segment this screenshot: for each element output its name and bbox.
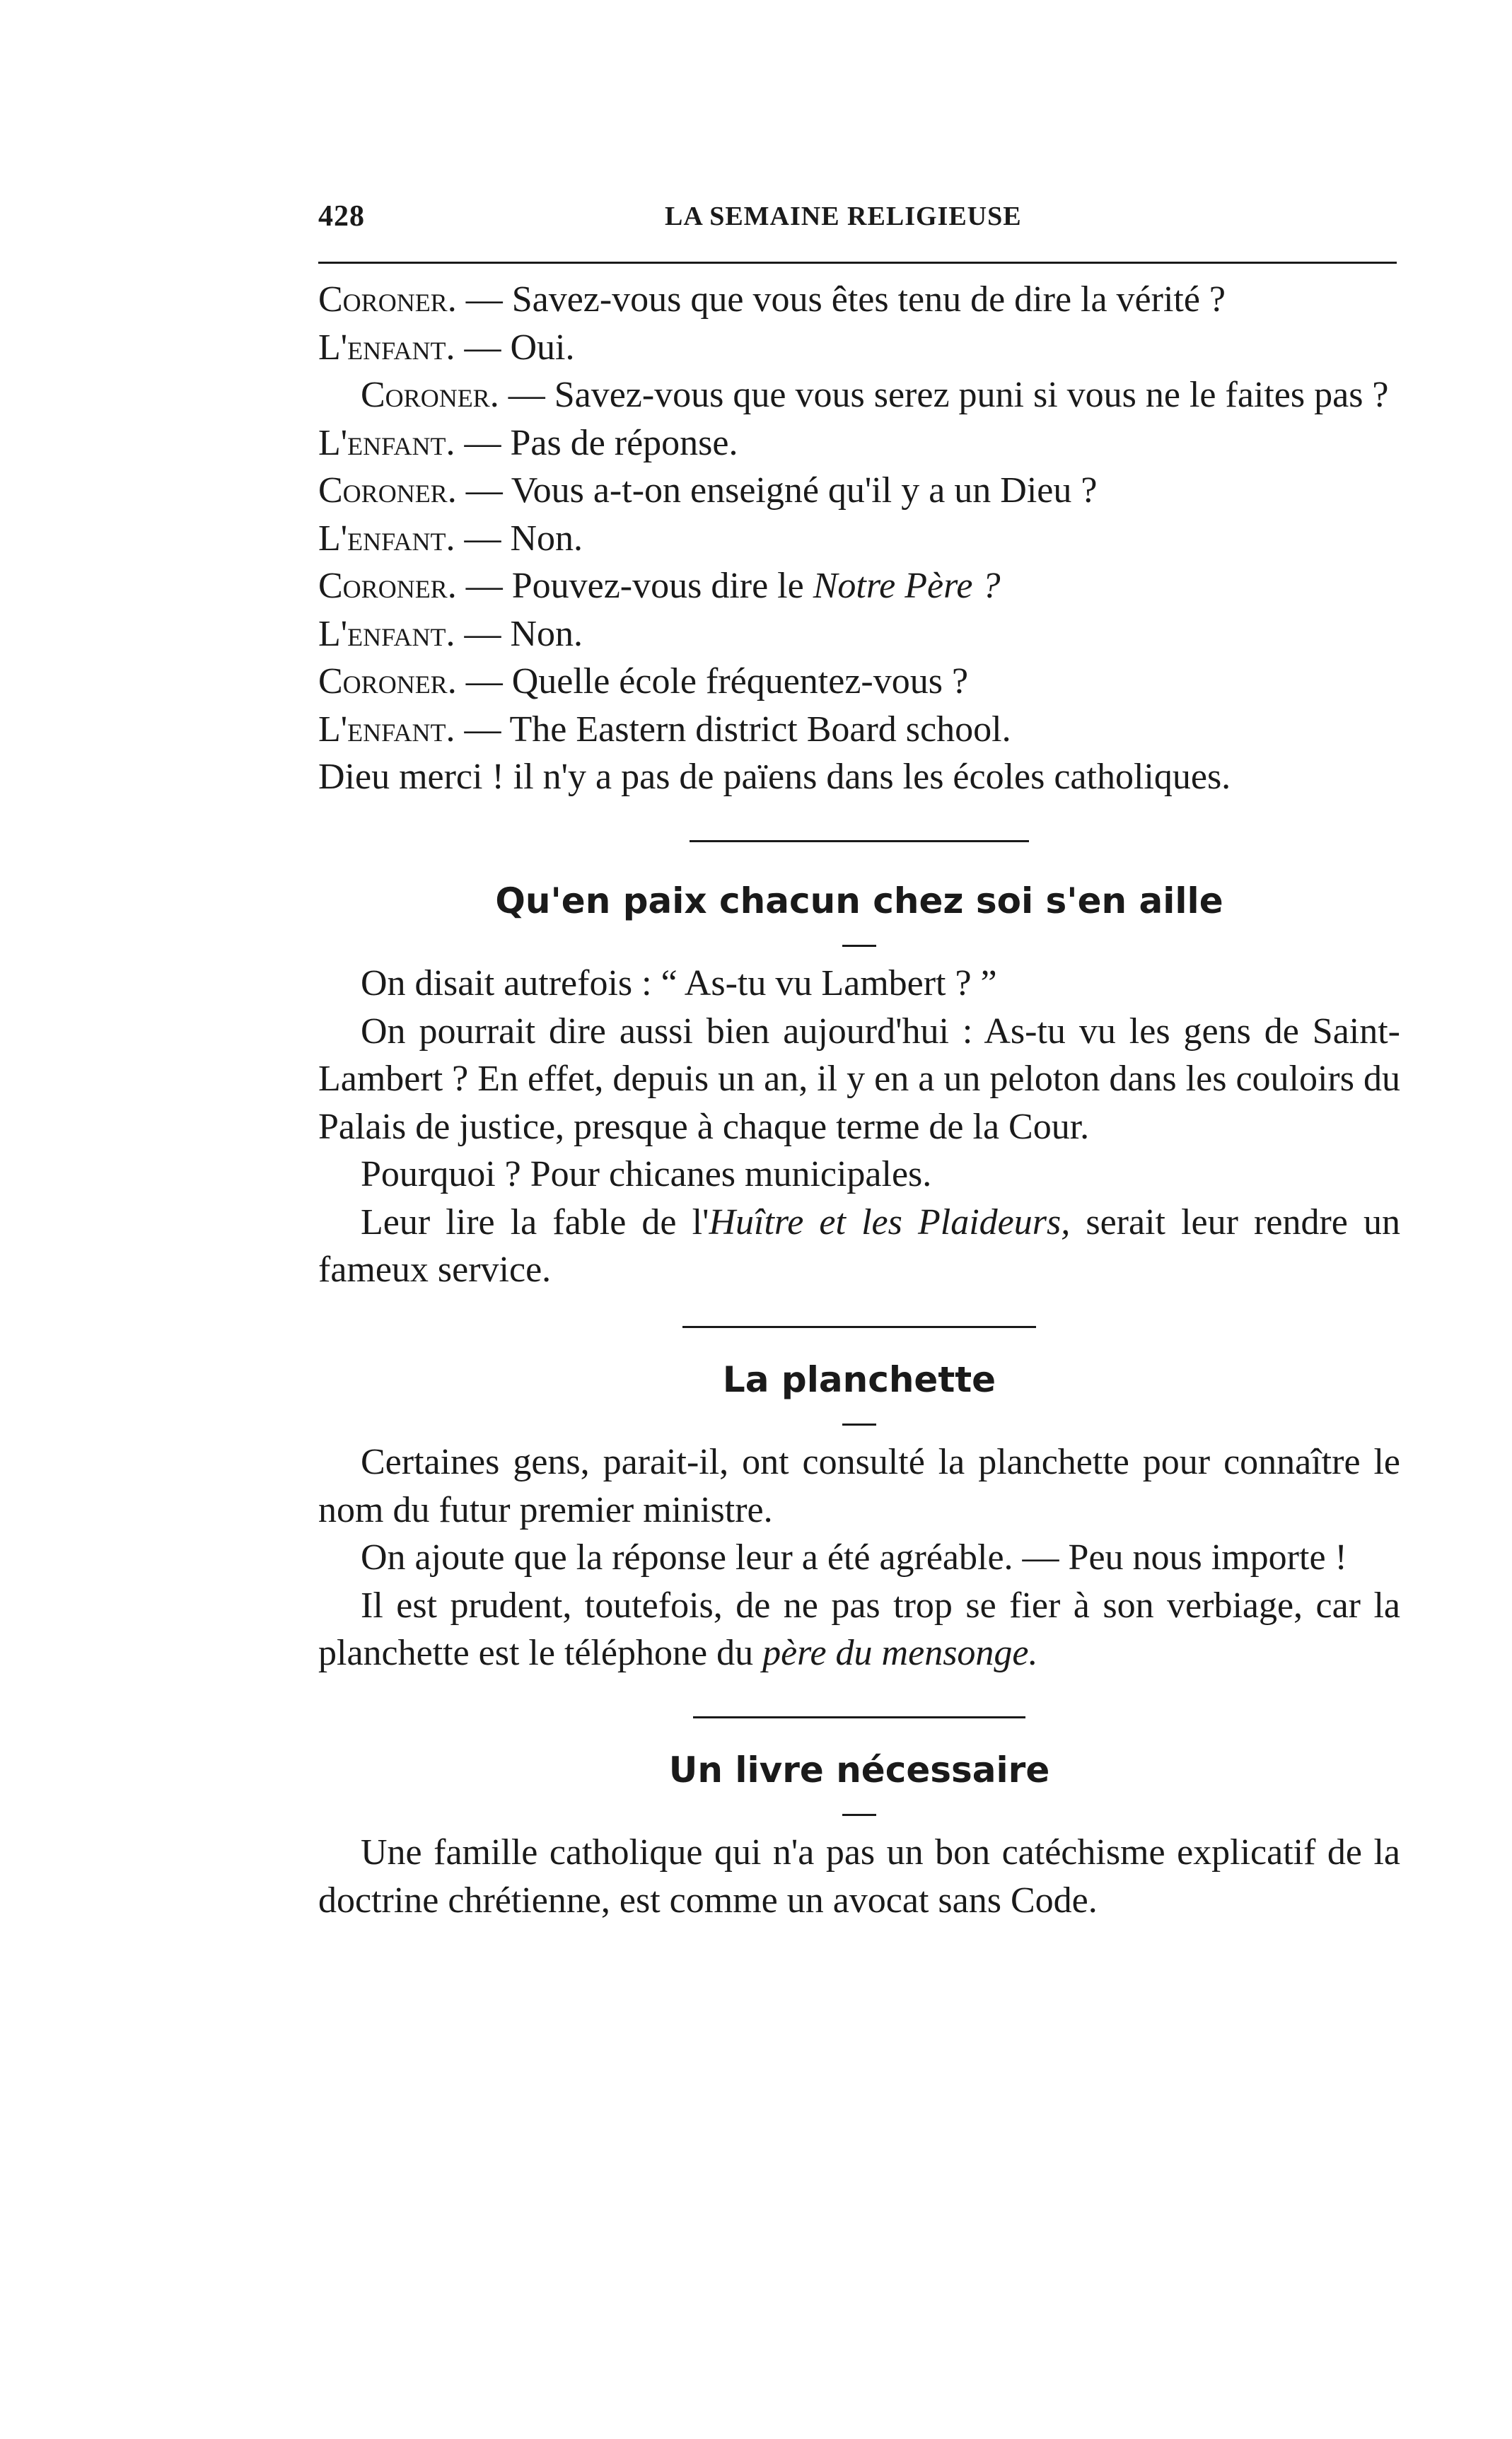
- speaker: L'enfant.: [318, 422, 455, 463]
- section-1: [318, 878, 1400, 1294]
- speaker: L'enfant.: [318, 518, 455, 559]
- running-title: LA SEMAINE RELIGIEUSE: [665, 202, 1022, 231]
- dialogue-text: — The Eastern district Board school.: [455, 709, 1011, 750]
- section-2: [318, 1356, 1400, 1677]
- dialogue-line: [318, 276, 1400, 324]
- dialogue-line: [318, 467, 1400, 515]
- dialogue-text: — Savez-vous que vous êtes tenu de dire la vérité ?: [456, 279, 1226, 320]
- dialogue-text: — Vous a-t-on enseigné qu'il y a un Dieu ?: [456, 470, 1098, 511]
- speaker: L'enfant.: [318, 327, 455, 368]
- section-title: La planchette: [722, 1358, 996, 1400]
- dialogue-line: [318, 371, 1400, 419]
- paragraph: Une famille catholique qui n'a pas un bon catéchisme explicatif de la doctrine chrétienne, est comme un avocat sans Code.: [318, 1832, 1400, 1921]
- speaker: Coroner.: [318, 279, 457, 320]
- dialogue-closing: Dieu merci ! il n'y a pas de païens dans les écoles catholiques.: [318, 757, 1231, 797]
- dialogue-line: [318, 610, 1400, 658]
- dialogue-text: — Non.: [455, 613, 583, 654]
- title-dash: [842, 945, 876, 947]
- title-dash: [842, 1424, 876, 1426]
- dialogue-text: — Savez-vous que vous serez puni si vous ne le faites pas ?: [499, 375, 1389, 415]
- section-title: Un livre nécessaire: [668, 1749, 1050, 1791]
- dialogue-line: [318, 658, 1400, 706]
- page-content: [318, 276, 1400, 1924]
- dialogue-line: [318, 515, 1400, 563]
- page-header: [318, 184, 1400, 233]
- italic-phrase: père du mensonge.: [762, 1633, 1038, 1673]
- dialogue-block: [318, 276, 1400, 801]
- paragraph-text: serait leur rendre un fameux service.: [318, 1201, 1400, 1290]
- speaker: Coroner.: [361, 375, 499, 415]
- paragraph-text: Leur lire la fable de l': [361, 1201, 709, 1242]
- speaker: Coroner.: [318, 661, 457, 702]
- section-divider: [693, 1716, 1025, 1718]
- section-divider: [682, 1326, 1036, 1328]
- dialogue-line: [318, 706, 1400, 754]
- speaker: L'enfant.: [318, 613, 455, 654]
- paragraph: On pourrait dire aussi bien aujourd'hui : As-tu vu les gens de Saint-Lambert ? En effet, depuis un an, il y en a un peloton dans les couloirs du Palais de justice, presque à chaque terme de la Cour.: [318, 1011, 1400, 1147]
- paragraph: [318, 1582, 1400, 1677]
- dialogue-line: [318, 324, 1400, 372]
- dialogue-text: — Non.: [455, 518, 583, 559]
- paragraph: Pourquoi ? Pour chicanes municipales.: [361, 1154, 932, 1194]
- paragraph: Certaines gens, parait-il, ont consulté la planchette pour connaître le nom du futur premier ministre.: [318, 1442, 1400, 1530]
- speaker: L'enfant.: [318, 709, 455, 750]
- speaker: Coroner.: [318, 566, 457, 606]
- dialogue-text: — Oui.: [455, 327, 575, 368]
- paragraph: On disait autrefois : “ As-tu vu Lambert ? ”: [361, 963, 997, 1003]
- paragraph: [318, 1199, 1400, 1294]
- dialogue-text: — Pas de réponse.: [455, 422, 738, 463]
- dialogue-line: [318, 419, 1400, 467]
- header-rule: [318, 262, 1397, 264]
- dialogue-text: — Quelle école fréquentez-vous ?: [456, 661, 969, 702]
- speaker: Coroner.: [318, 470, 457, 511]
- dialogue-line: [318, 562, 1400, 610]
- paragraph-text: Il est prudent, toutefois, de ne pas trop se fier à son verbiage, car la planchette est le téléphone du: [318, 1585, 1400, 1673]
- page-number: 428: [318, 200, 365, 233]
- section-3: [318, 1747, 1400, 1925]
- fable-title: Huître et les Plaideurs,: [709, 1201, 1071, 1242]
- section-title: Qu'en paix chacun chez soi s'en aille: [495, 880, 1223, 921]
- dialogue-text: — Pouvez-vous dire le: [456, 566, 813, 606]
- book-page: [318, 184, 1400, 1921]
- title-dash: [842, 1814, 876, 1816]
- paragraph: On ajoute que la réponse leur a été agréable. — Peu nous importe !: [361, 1537, 1347, 1578]
- section-divider: [690, 840, 1029, 842]
- dialogue-italic: Notre Père ?: [813, 566, 1001, 606]
